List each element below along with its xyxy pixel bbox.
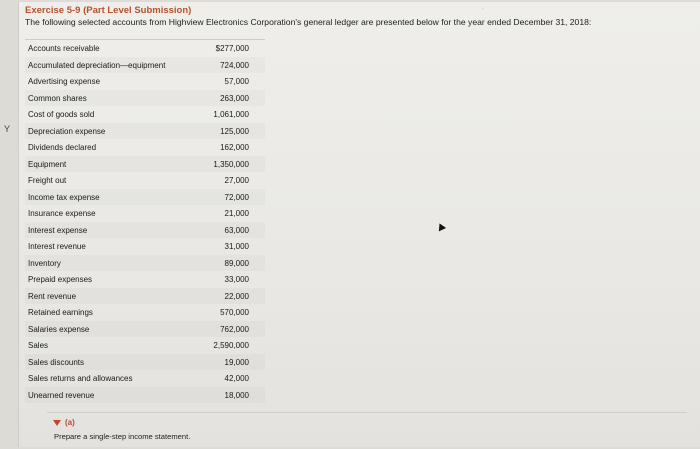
account-name: Interest revenue xyxy=(28,242,86,251)
account-name: Rent revenue xyxy=(28,291,77,301)
table-row xyxy=(25,156,265,173)
account-amount: 762,000 xyxy=(220,324,249,334)
account-amount: 162,000 xyxy=(220,143,249,152)
account-amount: $277,000 xyxy=(215,44,249,53)
table-row xyxy=(25,189,265,206)
table-row xyxy=(25,123,265,140)
table-row xyxy=(25,222,265,239)
table-row xyxy=(25,255,265,272)
account-name: Depreciation expense xyxy=(28,126,106,136)
account-name: Equipment xyxy=(28,159,67,169)
table-row xyxy=(25,172,265,189)
table-row xyxy=(25,73,265,90)
table-row xyxy=(25,337,265,354)
table-row xyxy=(25,90,265,107)
account-amount: 125,000 xyxy=(220,126,249,136)
account-amount: 724,000 xyxy=(220,60,249,70)
account-name: Insurance expense xyxy=(28,209,96,218)
account-amount: 72,000 xyxy=(224,192,249,202)
account-amount: 570,000 xyxy=(220,308,249,317)
account-name: Income tax expense xyxy=(28,192,100,202)
exercise-panel xyxy=(18,2,700,447)
exercise-prompt: The following selected accounts from Highview Electronics Corporation's general ledger are presented below for the year ended December 31, 2018: xyxy=(25,17,592,27)
table-row xyxy=(25,40,265,57)
account-name: Advertising expense xyxy=(28,77,101,86)
part-a-toggle[interactable] xyxy=(53,418,75,427)
account-amount: 89,000 xyxy=(224,258,249,268)
account-amount: 21,000 xyxy=(224,209,249,218)
account-name: Accumulated depreciation—equipment xyxy=(28,60,166,70)
account-amount: 27,000 xyxy=(224,176,249,185)
page-edge-mark: Y xyxy=(4,124,11,134)
account-name: Cost of goods sold xyxy=(28,110,95,119)
account-amount: 19,000 xyxy=(224,357,249,367)
account-name: Retained earnings xyxy=(28,308,93,317)
account-name: Dividends declared xyxy=(28,143,97,152)
account-amount: 31,000 xyxy=(224,242,249,251)
table-row xyxy=(25,387,265,404)
table-row xyxy=(25,139,265,156)
table-row xyxy=(25,238,265,255)
account-name: Sales returns and allowances xyxy=(28,374,133,383)
table-row xyxy=(25,106,265,123)
table-row xyxy=(25,205,265,222)
account-amount: 263,000 xyxy=(220,93,249,103)
account-amount: 2,590,000 xyxy=(213,341,249,350)
part-a-label: (a) xyxy=(65,418,75,427)
account-amount: 18,000 xyxy=(224,390,249,400)
account-amount: 22,000 xyxy=(224,291,249,301)
account-amount: 33,000 xyxy=(224,275,249,284)
account-name: Sales xyxy=(28,341,49,350)
chevron-down-icon xyxy=(53,420,61,426)
accounts-table xyxy=(25,39,265,403)
account-amount: 42,000 xyxy=(224,374,249,383)
account-name: Common shares xyxy=(28,93,87,103)
account-name: Accounts receivable xyxy=(28,44,100,53)
exercise-title: Exercise 5-9 (Part Level Submission) xyxy=(25,5,192,16)
account-name: Interest expense xyxy=(28,225,88,235)
account-name: Unearned revenue xyxy=(28,390,95,400)
account-amount: 1,350,000 xyxy=(213,159,249,169)
mouse-pointer-icon xyxy=(436,222,446,232)
table-row xyxy=(25,370,265,387)
part-a-instruction: Prepare a single-step income statement. xyxy=(54,432,191,441)
table-row xyxy=(25,57,265,74)
part-a-section xyxy=(47,412,687,449)
account-amount: 63,000 xyxy=(224,225,249,235)
account-amount: 1,061,000 xyxy=(213,110,249,119)
account-name: Sales discounts xyxy=(28,357,85,367)
table-row xyxy=(25,354,265,371)
account-name: Salaries expense xyxy=(28,324,90,334)
table-row xyxy=(25,304,265,321)
table-row xyxy=(25,288,265,305)
text-cursor-mark: ˙ xyxy=(482,9,485,16)
account-name: Freight out xyxy=(28,176,67,185)
account-name: Inventory xyxy=(28,258,61,268)
account-name: Prepaid expenses xyxy=(28,275,93,284)
account-amount: 57,000 xyxy=(224,77,249,86)
table-row xyxy=(25,271,265,288)
table-row xyxy=(25,321,265,338)
